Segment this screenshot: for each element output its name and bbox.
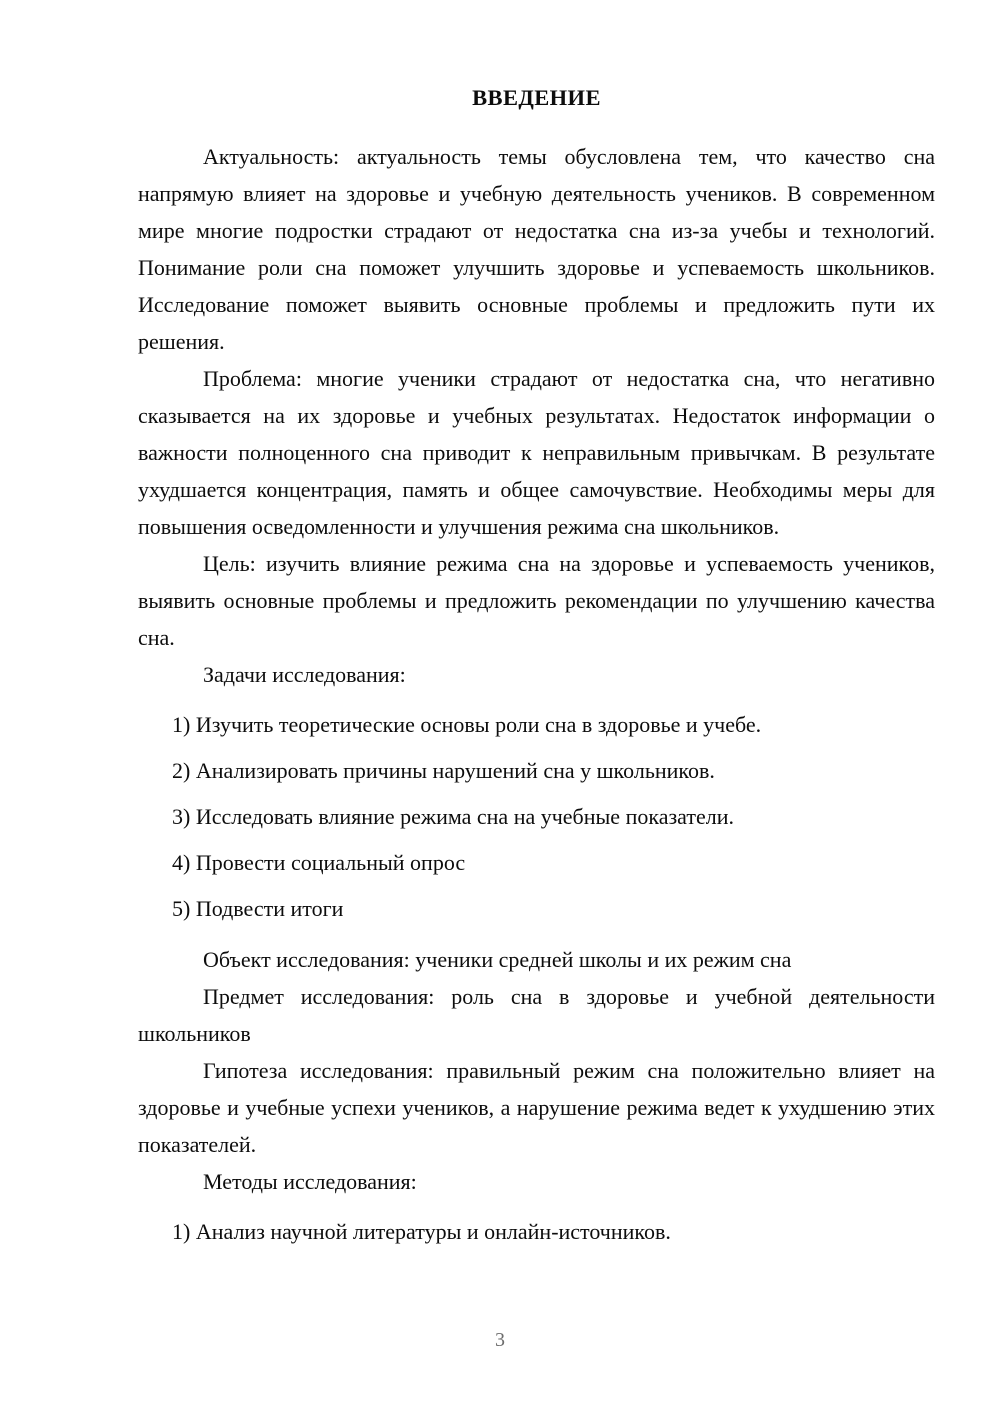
list-item: 5) Подвести итоги <box>172 896 344 922</box>
tasks-list <box>138 702 935 932</box>
list-item: 2) Анализировать причины нарушений сна у школьников. <box>172 758 715 784</box>
paragraph-object: Объект исследования: ученики средней школы и их режим сна <box>203 947 792 973</box>
document-body <box>138 84 935 1255</box>
paragraph-relevance: Актуальность: актуальность темы обусловлена тем, что качество сна напрямую влияет на здоровье и учебную деятельность учеников. В современном мире многие подростки страдают от недостатка сна из-за учебы и технологий. Понимание роли сна поможет улучшить здоровье и успеваемость школьников. Исследование поможет выявить основные проблемы и предложить пути их решения. <box>138 144 935 355</box>
list-item: 3) Исследовать влияние режима сна на учебные показатели. <box>172 804 734 830</box>
spacer <box>138 693 935 702</box>
spacer <box>138 932 935 941</box>
methods-list <box>138 1209 935 1255</box>
heading-methods: Методы исследования: <box>203 1169 417 1195</box>
list-item: 1) Изучить теоретические основы роли сна в здоровье и учебе. <box>172 712 762 738</box>
list-item: 1) Анализ научной литературы и онлайн-источников. <box>172 1219 671 1245</box>
page-number: 3 <box>495 1329 505 1351</box>
heading-tasks: Задачи исследования: <box>203 662 406 688</box>
list-item: 4) Провести социальный опрос <box>172 850 466 876</box>
paragraph-hypothesis: Гипотеза исследования: правильный режим сна положительно влияет на здоровье и учебные успехи учеников, а нарушение режима ведет к ухудшению этих показателей. <box>138 1058 935 1158</box>
paragraph-goal: Цель: изучить влияние режима сна на здоровье и успеваемость учеников, выявить основные проблемы и предложить рекомендации по улучшению качества сна. <box>138 551 935 651</box>
paragraph-subject: Предмет исследования: роль сна в здоровье и учебной деятельности школьников <box>138 984 935 1047</box>
paragraph-problem: Проблема: многие ученики страдают от недостатка сна, что негативно сказывается на их здоровье и учебных результатах. Недостаток информации о важности полноценного сна приводит к неправильным привычкам. В результате ухудшается концентрация, память и общее самочувствие. Необходимы меры для повышения осведомленности и улучшения режима сна школьников. <box>138 366 935 540</box>
page-title: ВВЕДЕНИЕ <box>472 85 601 110</box>
spacer <box>138 1200 935 1209</box>
